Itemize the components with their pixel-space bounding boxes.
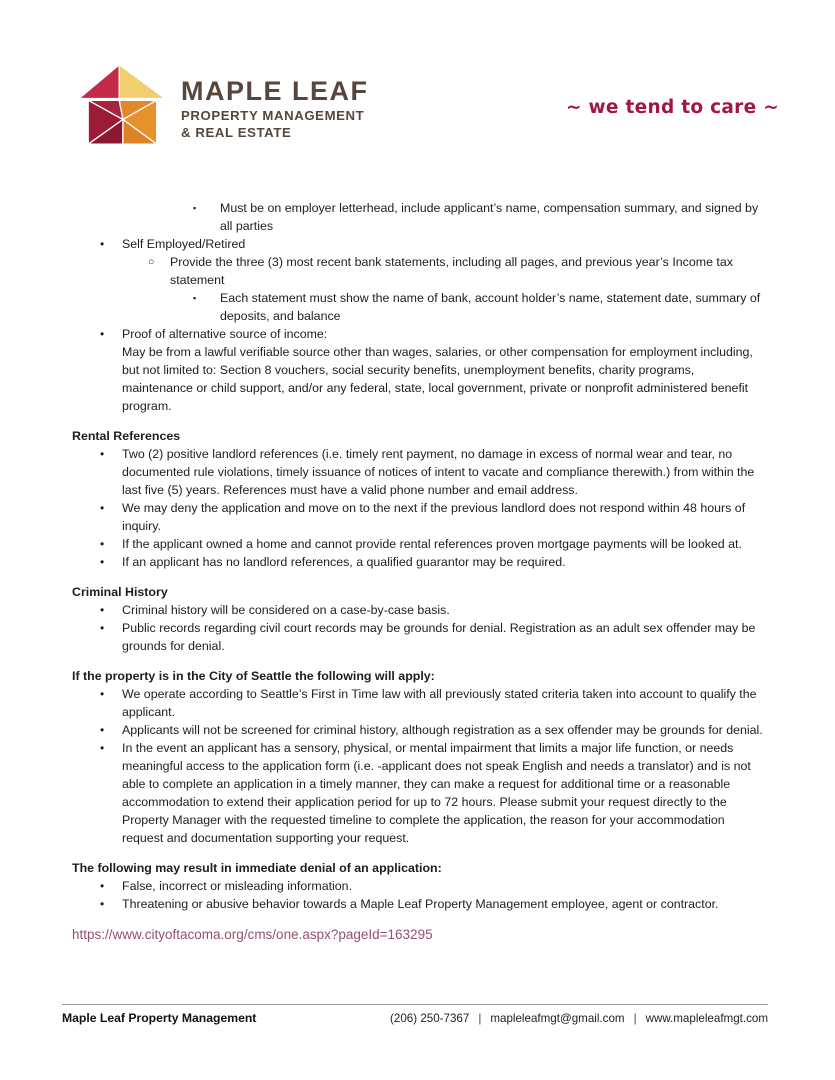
footer-email: mapleleafmgt@gmail.com xyxy=(490,1012,625,1025)
bullet-continuation-text: May be from a lawful verifiable source other than wages, salaries, or other compensation for employment including, but not limited to: Section 8 vouchers, social security benefits, unemployment benefits, charity programs, maintenance or child support, and/or any federal, state, local government, private or nonprofit administered benefit program. xyxy=(122,345,753,413)
bullet-item xyxy=(72,553,764,571)
footer-company-name: Maple Leaf Property Management xyxy=(62,1011,257,1025)
bullet-item xyxy=(72,499,764,535)
bullet-text: Provide the three (3) most recent bank statements, including all pages, and previous year’s Income tax statement xyxy=(170,255,733,287)
footer-divider xyxy=(62,1004,768,1005)
bullet-marker-icon: • xyxy=(100,723,105,737)
footer-separator-icon: | xyxy=(633,1012,637,1025)
bullet-marker-icon: ▪ xyxy=(193,203,197,213)
bullet-text: In the event an applicant has a sensory, physical, or mental impairment that limits a major life function, or needs meaningful access to the application form (i.e. -applicant does not speak English and needs a translator) and is not able to complete an application in a timely manner, they can make a request for additional time or a reasonable accommodation to extend their application period for up to 72 hours. Please submit your request directly to the Property Manager with the requested timeline to complete the application, the reason for your accommodation request and documentation supporting your request. xyxy=(122,741,751,845)
footer-contacts xyxy=(390,1012,768,1025)
logo-roof-right xyxy=(119,65,165,99)
maple-leaf-house-icon xyxy=(75,62,169,146)
bullet-marker-icon: ○ xyxy=(148,256,155,268)
logo-roof-left xyxy=(79,65,119,99)
bullet-text: Public records regarding civil court records may be grounds for denial. Registration as an adult sex offender may be grounds for denial. xyxy=(122,621,756,653)
section-heading: Rental References xyxy=(72,429,181,443)
bullet-marker-icon: • xyxy=(100,621,105,635)
bullet-text: Self Employed/Retired xyxy=(122,237,246,251)
logo-subtitle-line1: PROPERTY MANAGEMENT xyxy=(181,108,365,123)
company-tagline: ~ we tend to care ~ xyxy=(565,97,779,118)
bullet-marker-icon: • xyxy=(100,537,105,551)
bullet-text: We may deny the application and move on to the next if the previous landlord does not respond within 48 hours of inquiry. xyxy=(122,501,746,533)
bullet-item xyxy=(72,685,764,721)
document-body xyxy=(72,199,764,944)
bullet-item xyxy=(72,619,764,655)
logo-subtitle-line2: & REAL ESTATE xyxy=(181,125,292,141)
bullet-marker-icon: • xyxy=(100,879,105,893)
bullet-item xyxy=(72,289,764,325)
bullet-item xyxy=(72,601,764,619)
bullet-item xyxy=(72,721,764,739)
bullet-marker-icon: • xyxy=(100,327,105,341)
bullet-marker-icon: • xyxy=(100,501,105,515)
bullet-marker-icon: ▪ xyxy=(193,293,197,303)
footer-phone: (206) 250-7367 xyxy=(390,1012,470,1025)
bullet-item xyxy=(72,739,764,847)
bullet-item xyxy=(72,253,764,289)
bullet-item xyxy=(72,535,764,553)
bullet-text: Must be on employer letterhead, include applicant’s name, compensation summary, and signed by all parties xyxy=(220,201,759,233)
bullet-item xyxy=(72,325,764,415)
logo-text xyxy=(181,62,369,139)
section-heading: If the property is in the City of Seattle the following will apply: xyxy=(72,669,435,683)
external-link-block xyxy=(72,926,764,944)
bullet-marker-icon: • xyxy=(100,447,105,461)
bullet-marker-icon: • xyxy=(100,741,105,755)
bullet-text: Each statement must show the name of bank, account holder’s name, statement date, summary of deposits, and balance xyxy=(220,291,761,323)
page-footer xyxy=(62,1011,768,1025)
logo-title: MAPLE LEAF xyxy=(181,76,369,106)
bullet-text: False, incorrect or misleading information. xyxy=(122,879,353,893)
bullet-text: If an applicant has no landlord references, a qualified guarantor may be required. xyxy=(122,555,566,569)
bullet-text: Applicants will not be screened for criminal history, although registration as a sex offender may be grounds for denial. xyxy=(122,723,763,737)
bullet-marker-icon: • xyxy=(100,897,105,911)
bullet-text: Criminal history will be considered on a case-by-case basis. xyxy=(122,603,450,617)
section-heading: The following may result in immediate denial of an application: xyxy=(72,861,442,875)
bullet-text: Threatening or abusive behavior towards a Maple Leaf Property Management employee, agent or contractor. xyxy=(122,897,719,911)
bullet-text: If the applicant owned a home and cannot provide rental references proven mortgage payments will be looked at. xyxy=(122,537,742,551)
bullet-text: We operate according to Seattle’s First in Time law with all previously stated criteria taken into account to qualify the applicant. xyxy=(122,687,757,719)
cityoftacoma-link[interactable]: https://www.cityoftacoma.org/cms/one.aspx?pageId=163295 xyxy=(72,927,433,942)
section-heading: Criminal History xyxy=(72,585,168,599)
bullet-item xyxy=(72,445,764,499)
bullet-item xyxy=(72,877,764,895)
bullet-item xyxy=(72,895,764,913)
footer-separator-icon: | xyxy=(478,1012,482,1025)
bullet-item xyxy=(72,199,764,235)
bullet-text: Two (2) positive landlord references (i.e. timely rent payment, no damage in excess of normal wear and tear, no documented rule violations, timely issuance of notices of intent to vacate and compliance therewith.) from within the last five (5) years. References must have a valid phone number and email address. xyxy=(122,447,755,497)
bullet-marker-icon: • xyxy=(100,603,105,617)
bullet-marker-icon: • xyxy=(100,237,105,251)
bullet-item xyxy=(72,235,764,253)
bullet-marker-icon: • xyxy=(100,687,105,701)
company-logo xyxy=(75,62,369,146)
bullet-marker-icon: • xyxy=(100,555,105,569)
footer-website: www.mapleleafmgt.com xyxy=(645,1012,768,1025)
bullet-text: Proof of alternative source of income: May be from a lawful verifiable source other than wages, salaries, or other compensation for employment including, but not limited to: Section 8 vouchers, social security benefits, unemployment benefits, charity programs, maintenance or child support, and/or any federal, state, local government, private or nonprofit administered benefit program. xyxy=(122,325,764,415)
